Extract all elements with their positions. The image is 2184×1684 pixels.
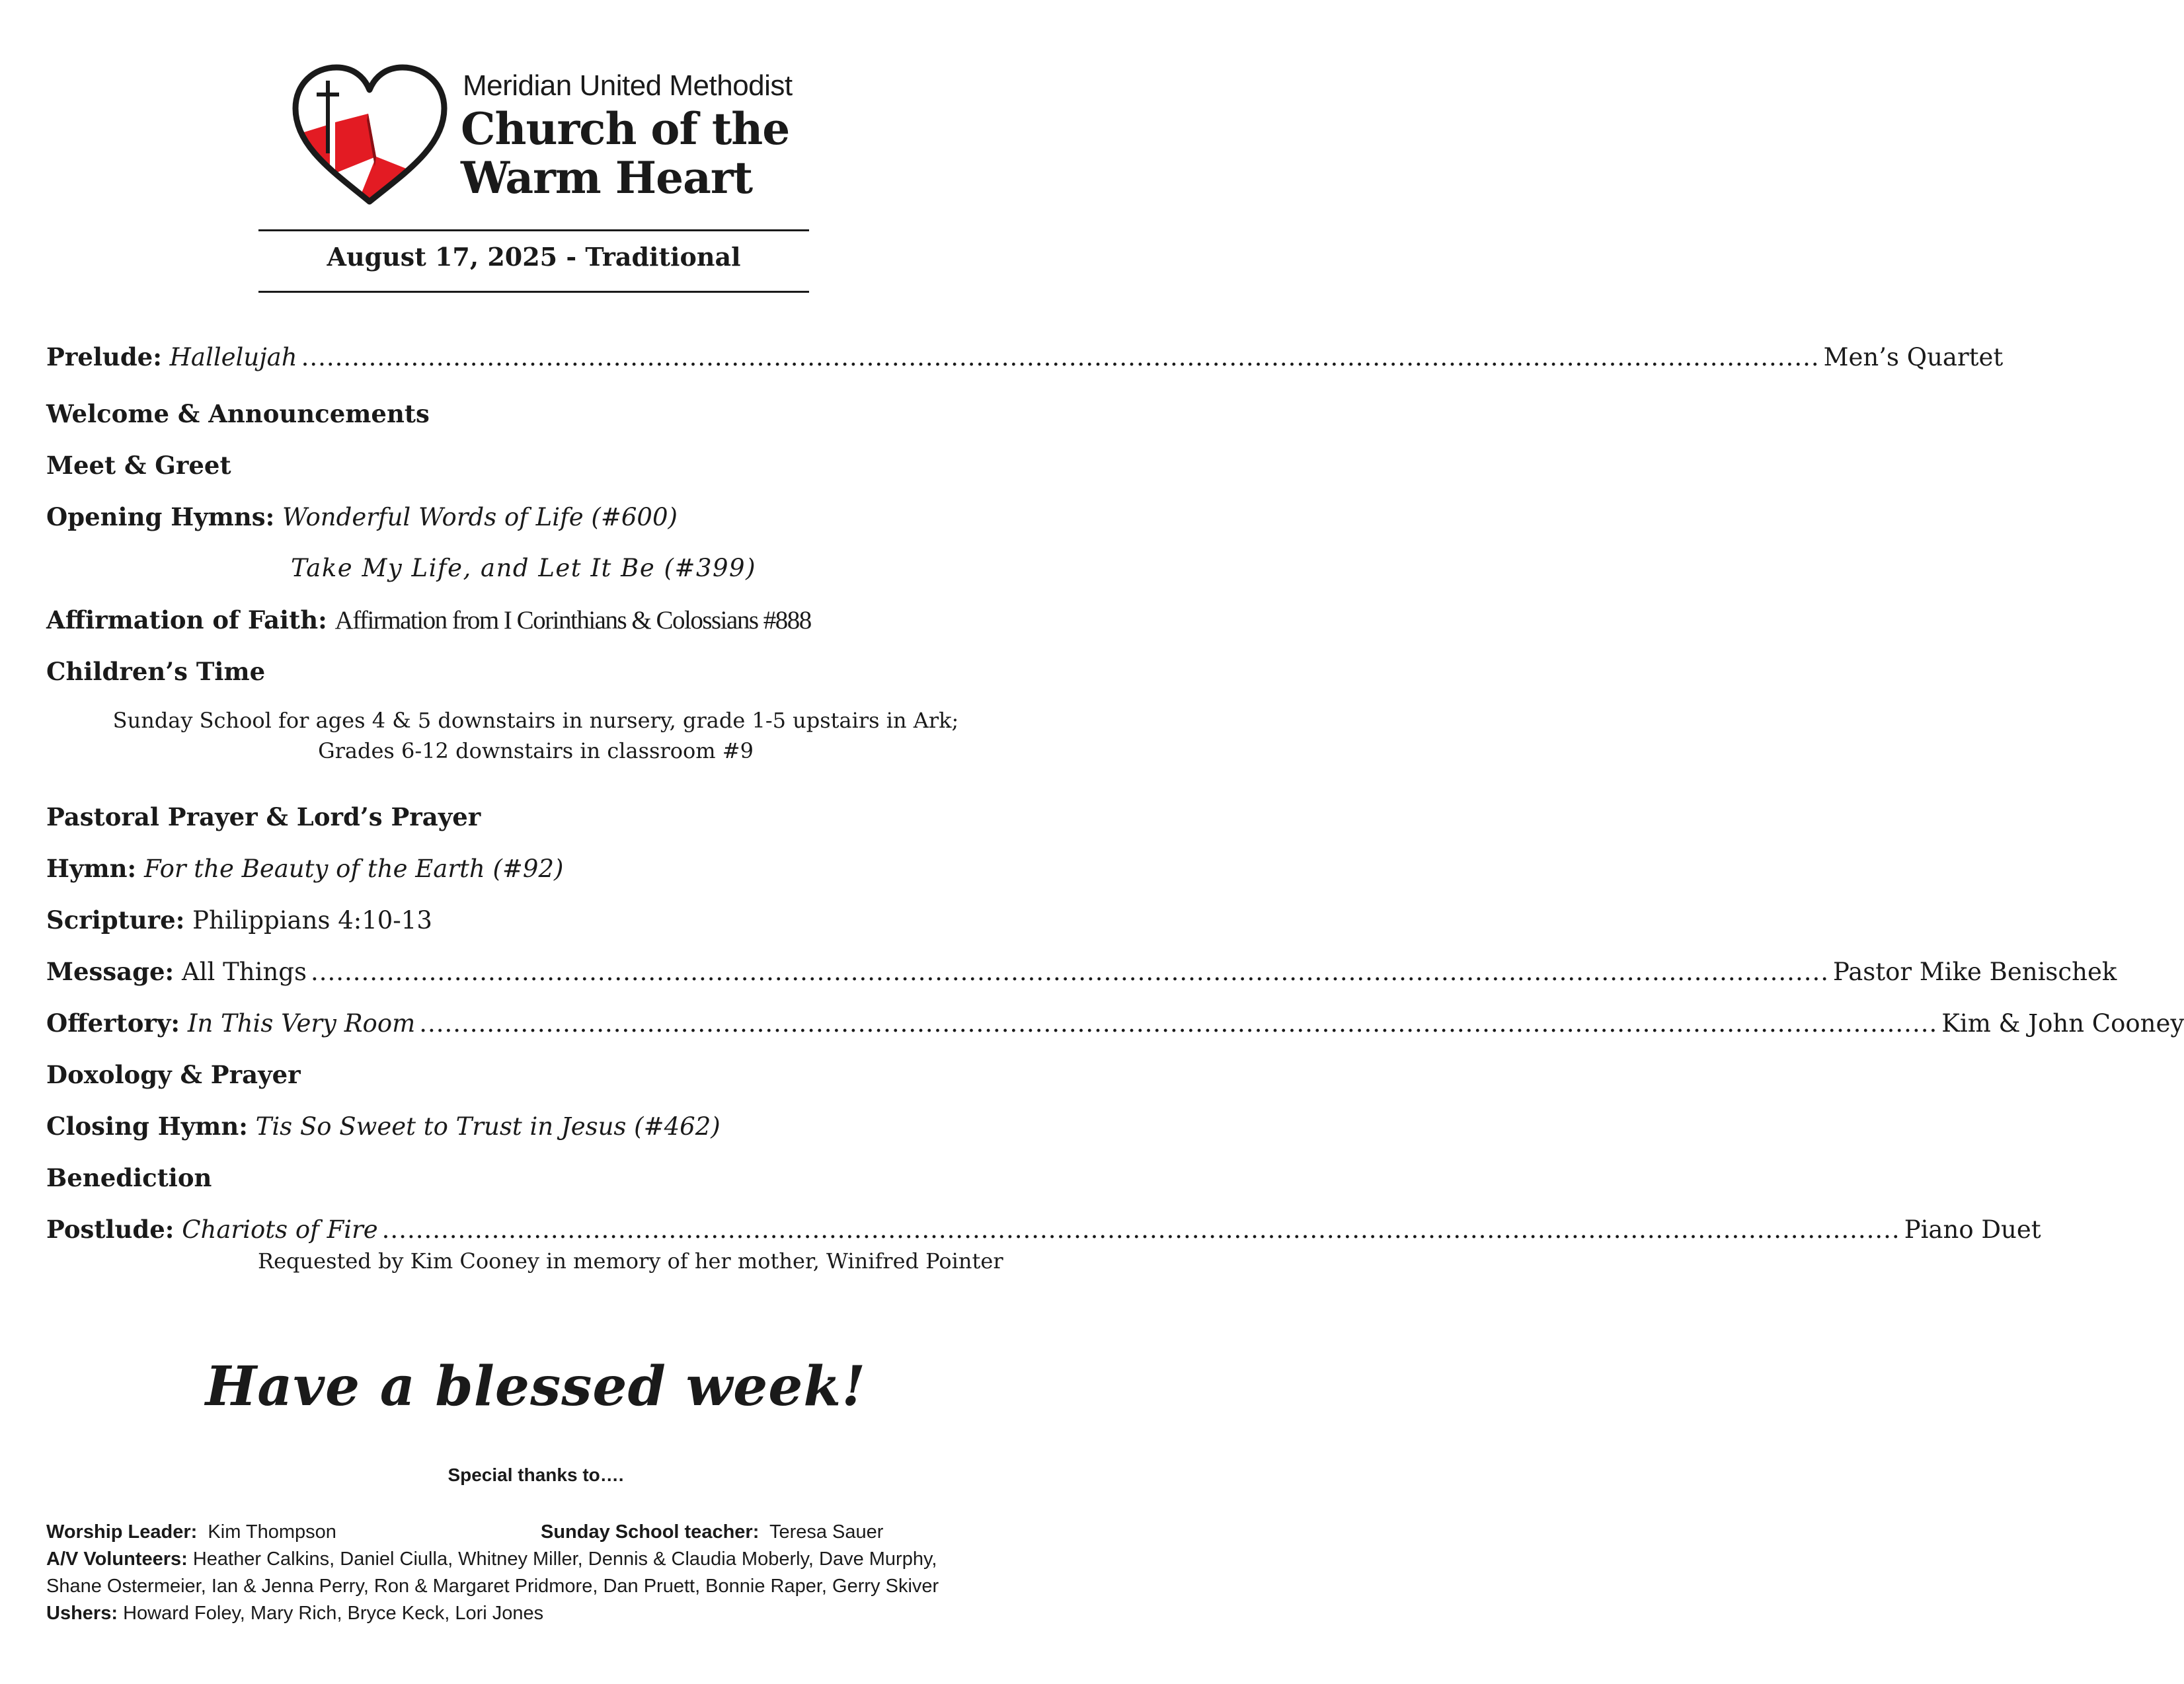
doxology-label: Doxology & Prayer bbox=[46, 1060, 301, 1089]
message-title: All Things bbox=[181, 958, 307, 986]
prelude-performer: Men’s Quartet bbox=[1823, 343, 2004, 371]
meet-greet-label: Meet & Greet bbox=[46, 451, 231, 480]
av-volunteers-credit bbox=[46, 1546, 937, 1573]
scripture-text: Philippians 4:10-13 bbox=[192, 906, 432, 935]
closing-hymn-item bbox=[46, 1111, 1025, 1142]
hymn-title: For the Beauty of the Earth (#92) bbox=[143, 855, 564, 883]
postlude-item bbox=[46, 1214, 2041, 1245]
sunday-school-teacher: Teresa Sauer bbox=[769, 1521, 884, 1543]
welcome-label: Welcome & Announcements bbox=[46, 399, 430, 428]
av-volunteers-label: A/V Volunteers: bbox=[46, 1549, 188, 1570]
childrens-time-label: Children’s Time bbox=[46, 657, 266, 686]
church-heart-logo bbox=[289, 61, 451, 210]
header-divider-bottom bbox=[258, 291, 809, 293]
prelude-label: Prelude: bbox=[46, 342, 162, 371]
church-name-line1: Church of the bbox=[461, 103, 790, 155]
special-thanks-heading: Special thanks to…. bbox=[448, 1465, 624, 1485]
heart-red-block-right bbox=[355, 157, 414, 210]
closing-hymn-title: Tis So Sweet to Trust in Jesus (#462) bbox=[255, 1112, 721, 1141]
opening-hymns-item bbox=[46, 502, 1025, 533]
message-item bbox=[46, 956, 2117, 987]
sunday-school-credit bbox=[541, 1519, 883, 1546]
doxology-item bbox=[46, 1059, 1025, 1091]
cross-icon bbox=[326, 81, 330, 153]
sunday-school-note-line1: Sunday School for ages 4 & 5 downstairs in nursery, grade 1-5 upstairs in Ark; bbox=[112, 708, 959, 733]
offertory-title: In This Very Room bbox=[187, 1009, 416, 1038]
leader-dots: .................................................................................................................................................................................... bbox=[419, 1009, 1938, 1038]
blessing-message: Have a blessed week! bbox=[205, 1355, 867, 1418]
sunday-school-label: Sunday School teacher: bbox=[541, 1521, 760, 1543]
leader-dots: .................................................................................................................................................................................... bbox=[381, 1215, 1900, 1244]
message-label: Message: bbox=[46, 957, 175, 986]
benediction-item bbox=[46, 1163, 1025, 1194]
heart-red-block-center bbox=[335, 114, 376, 173]
opening-hymn-1: Wonderful Words of Life (#600) bbox=[282, 503, 678, 531]
closing-hymn-label: Closing Hymn: bbox=[46, 1112, 248, 1141]
offertory-label: Offertory: bbox=[46, 1009, 180, 1038]
leader-dots: .................................................................................................................................................................................... bbox=[301, 343, 1820, 371]
childrens-time-item bbox=[46, 656, 1025, 687]
postlude-label: Postlude: bbox=[46, 1215, 175, 1244]
affirmation-label: Affirmation of Faith: bbox=[46, 605, 327, 634]
meet-greet-item bbox=[46, 450, 1025, 481]
ushers-names: Howard Foley, Mary Rich, Bryce Keck, Lori Jones bbox=[123, 1603, 544, 1624]
offertory-item bbox=[46, 1008, 2184, 1039]
leader-dots: .................................................................................................................................................................................... bbox=[310, 958, 1829, 986]
affirmation-item bbox=[46, 605, 1025, 637]
message-speaker: Pastor Mike Benischek bbox=[1833, 958, 2117, 986]
hymn-item bbox=[46, 853, 1025, 884]
sunday-school-note-line2: Grades 6-12 downstairs in classroom #9 bbox=[318, 738, 754, 763]
scripture-label: Scripture: bbox=[46, 905, 185, 935]
prelude-title: Hallelujah bbox=[169, 343, 297, 371]
prelude-item bbox=[46, 342, 2004, 373]
postlude-performer: Piano Duet bbox=[1904, 1215, 2041, 1244]
welcome-item bbox=[46, 399, 1025, 430]
church-name-line2: Warm Heart bbox=[461, 152, 753, 204]
worship-leader-name: Kim Thompson bbox=[208, 1521, 336, 1543]
pastoral-prayer-item bbox=[46, 802, 1025, 833]
benediction-label: Benediction bbox=[46, 1163, 212, 1192]
worship-leader-credit bbox=[46, 1519, 336, 1546]
hymn-label: Hymn: bbox=[46, 854, 137, 883]
ushers-label: Ushers: bbox=[46, 1603, 118, 1624]
offertory-performer: Kim & John Cooney bbox=[1941, 1009, 2184, 1038]
ushers-credit bbox=[46, 1600, 543, 1627]
opening-hymn-2: Take My Life, and Let It Be (#399) bbox=[291, 554, 757, 582]
postlude-title: Chariots of Fire bbox=[182, 1215, 378, 1244]
church-affiliation: Meridian United Methodist bbox=[463, 69, 793, 102]
pastoral-prayer-label: Pastoral Prayer & Lord’s Prayer bbox=[46, 802, 481, 831]
opening-hymns-label: Opening Hymns: bbox=[46, 502, 275, 531]
av-volunteers-line2: Shane Ostermeier, Ian & Jenna Perry, Ron & Margaret Pridmore, Dan Pruett, Bonnie Raper, Gerry Skiver bbox=[46, 1576, 939, 1597]
postlude-dedication: Requested by Kim Cooney in memory of her mother, Winifred Pointer bbox=[258, 1248, 1003, 1274]
header-divider-top bbox=[258, 229, 809, 231]
affirmation-text: Affirmation from I Corinthians & Colossians #888 bbox=[334, 606, 811, 634]
scripture-item bbox=[46, 905, 1025, 936]
av-volunteers-line1: Heather Calkins, Daniel Ciulla, Whitney Miller, Dennis & Claudia Moberly, Dave Murphy, bbox=[192, 1549, 937, 1570]
service-date: August 17, 2025 - Traditional bbox=[327, 242, 741, 272]
worship-leader-label: Worship Leader: bbox=[46, 1521, 198, 1543]
